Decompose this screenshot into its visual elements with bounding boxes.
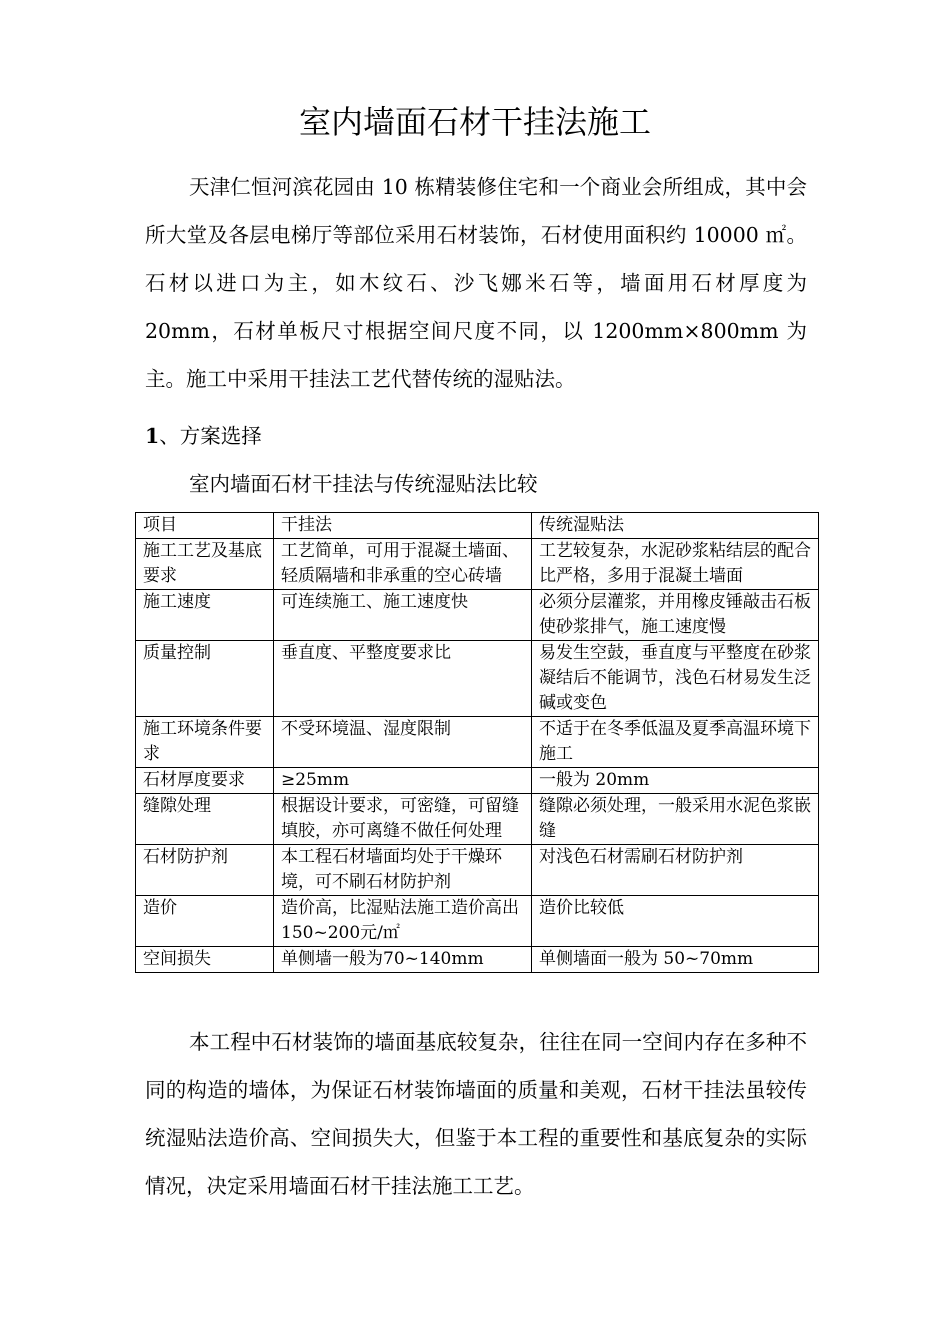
header-cell: 项目 [136,513,274,539]
table-cell: 造价比较低 [532,896,819,947]
table-cell: 造价 [136,896,274,947]
table-cell: 易发生空鼓，垂直度与平整度在砂浆凝结后不能调节，浅色石材易发生泛碱或变色 [532,641,819,717]
table-row [136,539,819,590]
table-row [136,896,819,947]
header-cell: 干挂法 [274,513,532,539]
document-title: 室内墙面石材干挂法施工 [298,103,651,141]
comparison-table [135,512,819,973]
table-cell: 单侧墙面一般为 50~70mm [532,947,819,973]
table-cell: 石材厚度要求 [136,768,274,794]
table-cell: 施工速度 [136,590,274,641]
table-cell: 空间损失 [136,947,274,973]
table-row [136,717,819,768]
table-row [136,947,819,973]
header-cell: 传统湿贴法 [532,513,819,539]
table-row [136,845,819,896]
table-row [136,794,819,845]
section-number: 1 [145,424,160,448]
table-caption: 室内墙面石材干挂法与传统湿贴法比较 [189,472,538,496]
intro-paragraph: 天津仁恒河滨花园由 10 栋精装修住宅和一个商业会所组成，其中会所大堂及各层电梯厅等部位采用石材装饰，石材使用面积约 10000 ㎡。石材以进口为主，如木纹石、沙飞娜米石等，墙面用石材厚度为 20mm，石材单板尺寸根据空间尺度不同，以 1200mm×800mm 为主。施工中采用干挂法工艺代替传统的湿贴法。 [145,175,807,391]
table-cell: 石材防护剂 [136,845,274,896]
table-cell: 工艺简单，可用于混凝土墙面、轻质隔墙和非承重的空心砖墙 [274,539,532,590]
table-cell: 施工工艺及基底要求 [136,539,274,590]
table-row [136,768,819,794]
table-cell: 施工环境条件要求 [136,717,274,768]
table-cell: 造价高，比湿贴法施工造价高出 150~200元/㎡ [274,896,532,947]
section-heading [145,420,262,452]
table-row [136,590,819,641]
table-cell: 可连续施工、施工速度快 [274,590,532,641]
table-cell: 不适于在冬季低温及夏季高温环境下施工 [532,717,819,768]
table-cell: 对浅色石材需刷石材防护剂 [532,845,819,896]
table-cell: 垂直度、平整度要求比 [274,641,532,717]
conclusion-paragraph: 本工程中石材装饰的墙面基底较复杂，往往在同一空间内存在多种不同的构造的墙体，为保证石材装饰墙面的质量和美观，石材干挂法虽较传统湿贴法造价高、空间损失大，但鉴于本工程的重要性和基底复杂的实际情况，决定采用墙面石材干挂法施工工艺。 [145,1030,807,1198]
table-cell: 不受环境温、湿度限制 [274,717,532,768]
table-cell: 缝隙处理 [136,794,274,845]
table-cell: 质量控制 [136,641,274,717]
table-cell: 缝隙必须处理，一般采用水泥色浆嵌缝 [532,794,819,845]
table-row [136,641,819,717]
section-title: 、方案选择 [159,424,262,448]
table-cell: 一般为 20mm [532,768,819,794]
table-cell: 工艺较复杂，水泥砂浆粘结层的配合比严格，多用于混凝土墙面 [532,539,819,590]
table-cell: 本工程石材墙面均处于干燥环境，可不刷石材防护剂 [274,845,532,896]
table-header-row [136,513,819,539]
table-cell: 根据设计要求，可密缝，可留缝填胶，亦可离缝不做任何处理 [274,794,532,845]
table-cell: 单侧墙一般为70~140mm [274,947,532,973]
table-cell: ≥25mm [274,768,532,794]
table-cell: 必须分层灌浆，并用橡皮锤敲击石板使砂浆排气，施工速度慢 [532,590,819,641]
